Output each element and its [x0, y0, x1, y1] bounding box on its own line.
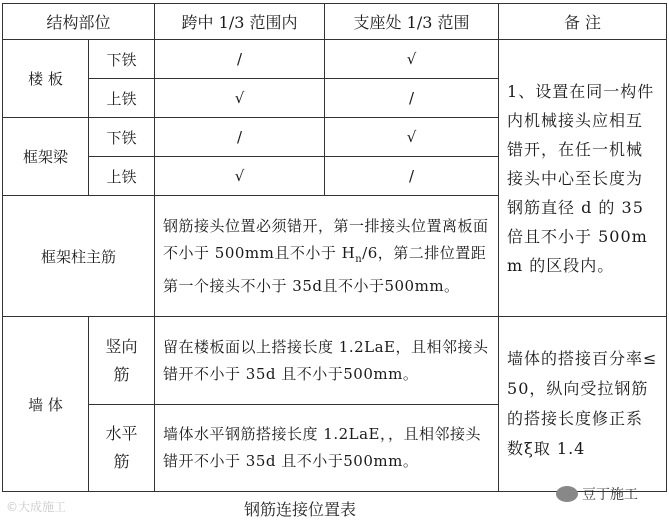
header-row	[3, 4, 667, 40]
slab-bottom-support: √	[325, 40, 499, 79]
beam-bottom-label: 下铁	[89, 118, 155, 157]
rebar-splice-table-wrap	[2, 3, 668, 492]
column-text-2: /6，第二排位置距第一个接头不小于 35d且不小于500mm。	[163, 243, 487, 295]
header-mid-span: 跨中 1/3 范围内	[155, 4, 325, 40]
column-text	[155, 196, 499, 317]
wall-horizontal-label	[89, 405, 155, 492]
wall-vertical-label	[89, 317, 155, 405]
wall-vertical-text: 留在楼板面以上搭接长度 1.2LaE，且相邻接头错开不小于 35d 且不小于500mm。	[155, 317, 499, 405]
slab-bottom-row	[3, 40, 667, 79]
watermark-right-text: 豆丁施工	[582, 487, 638, 503]
watermark-left: ©大成施工	[6, 500, 67, 514]
rebar-splice-table	[2, 3, 667, 492]
beam-top-support: /	[325, 157, 499, 196]
slab-top-support: /	[325, 79, 499, 118]
beam-top-mid: √	[155, 157, 325, 196]
beam-bottom-support: √	[325, 118, 499, 157]
note-1: 1、设置在同一构件内机械接头应相互错开，在任一机械接头中心至长度为钢筋直径 d 的 35 倍且不小于 500mm 的区段内。	[499, 40, 667, 317]
note-2: 墙体的搭接百分率≤50，纵向受拉钢筋的搭接长度修正系数ξ取 1.4	[499, 317, 667, 492]
slab-top-mid: √	[155, 79, 325, 118]
column-label: 框架柱主筋	[3, 196, 155, 317]
wechat-logo-icon	[556, 486, 578, 502]
wall-vertical-label-text: 竖向筋	[105, 336, 138, 384]
wall-horizontal-text: 墙体水平钢筋搭接长度 1.2LaE，，且相邻接头错开不小于 35d 且不小于500mm。	[155, 405, 499, 492]
slab-top-label: 上铁	[89, 79, 155, 118]
column-text-sub: n	[355, 253, 363, 265]
header-support: 支座处 1/3 范围	[325, 4, 499, 40]
watermark-right	[556, 484, 638, 504]
wall-horizontal-label-text: 水平筋	[105, 424, 138, 471]
slab-label: 楼 板	[3, 40, 89, 118]
beam-top-label: 上铁	[89, 157, 155, 196]
wall-vertical-row	[3, 317, 667, 405]
beam-bottom-mid: /	[155, 118, 325, 157]
beam-label: 框架梁	[3, 118, 89, 196]
slab-bottom-mid: /	[155, 40, 325, 79]
table-caption: 钢筋连接位置表	[243, 500, 356, 519]
slab-bottom-label: 下铁	[89, 40, 155, 79]
wall-label: 墙 体	[3, 317, 89, 492]
header-part: 结构部位	[3, 4, 155, 40]
header-note: 备 注	[499, 4, 667, 40]
column-text-1: 钢筋接头位置必须错开，第一排接头位置离板面不小于 500mm且不小于 H	[163, 216, 489, 262]
